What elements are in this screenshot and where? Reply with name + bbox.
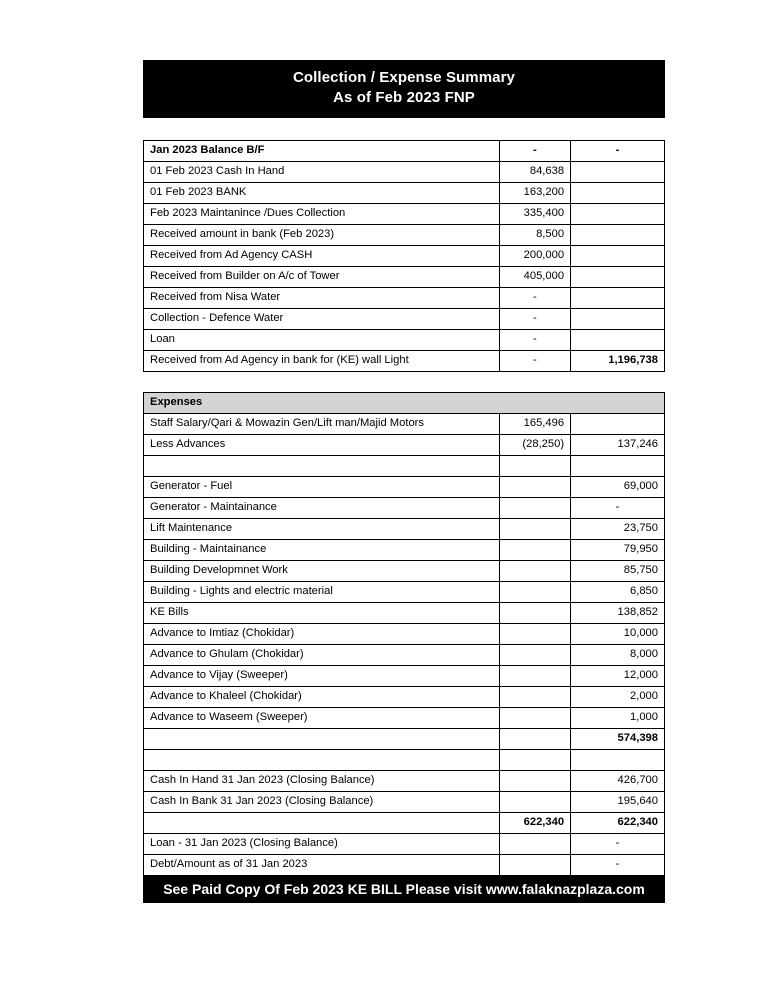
row-value-secondary: 574,398	[571, 728, 665, 749]
document-title	[143, 60, 665, 118]
row-label: 01 Feb 2023 BANK	[144, 182, 500, 203]
row-label: Received from Builder on A/c of Tower	[144, 266, 500, 287]
row-label: Advance to Waseem (Sweeper)	[144, 707, 500, 728]
row-value-secondary: -	[571, 854, 665, 875]
row-label: Cash In Hand 31 Jan 2023 (Closing Balance)	[144, 770, 500, 791]
section-gap	[143, 372, 665, 392]
table-row	[144, 455, 665, 476]
row-value-secondary: -	[571, 833, 665, 854]
row-value-secondary: 23,750	[571, 518, 665, 539]
row-label: Feb 2023 Maintanince /Dues Collection	[144, 203, 500, 224]
row-label	[144, 749, 500, 770]
row-label: Building Developmnet Work	[144, 560, 500, 581]
table-row	[144, 413, 665, 434]
row-value-primary	[499, 560, 571, 581]
row-value-secondary	[571, 455, 665, 476]
row-value-primary	[499, 497, 571, 518]
table-row	[144, 245, 665, 266]
row-value-secondary: 622,340	[571, 812, 665, 833]
row-value-primary: 405,000	[499, 266, 571, 287]
row-value-primary	[499, 581, 571, 602]
title-table-gap	[143, 118, 665, 140]
row-label: Received from Ad Agency in bank for (KE) wall Light	[144, 350, 500, 371]
row-value-secondary: 85,750	[571, 560, 665, 581]
row-value-secondary	[571, 329, 665, 350]
collection-table	[143, 140, 665, 372]
row-value-secondary	[571, 308, 665, 329]
table-row	[144, 791, 665, 812]
row-value-primary	[499, 833, 571, 854]
row-label: Building - Lights and electric material	[144, 581, 500, 602]
table-row	[144, 686, 665, 707]
table-row	[144, 224, 665, 245]
row-value-secondary: 12,000	[571, 665, 665, 686]
row-value-secondary: -	[571, 140, 665, 161]
row-value-primary: 84,638	[499, 161, 571, 182]
table-row	[144, 287, 665, 308]
row-value-secondary: 6,850	[571, 581, 665, 602]
table-row	[144, 749, 665, 770]
row-label: Staff Salary/Qari & Mowazin Gen/Lift man/Majid Motors	[144, 413, 500, 434]
row-label	[144, 728, 500, 749]
row-label: Advance to Ghulam (Chokidar)	[144, 644, 500, 665]
table-row	[144, 497, 665, 518]
row-value-secondary: 79,950	[571, 539, 665, 560]
row-value-primary	[499, 623, 571, 644]
row-label: Advance to Khaleel (Chokidar)	[144, 686, 500, 707]
table-row	[144, 203, 665, 224]
row-value-primary	[499, 728, 571, 749]
row-value-primary	[499, 770, 571, 791]
row-value-secondary	[571, 203, 665, 224]
row-value-secondary	[571, 413, 665, 434]
row-label: Generator - Fuel	[144, 476, 500, 497]
table-row	[144, 266, 665, 287]
row-label	[144, 455, 500, 476]
table-row	[144, 728, 665, 749]
row-value-secondary	[571, 749, 665, 770]
row-value-secondary: 137,246	[571, 434, 665, 455]
table-row	[144, 665, 665, 686]
row-value-secondary: 138,852	[571, 602, 665, 623]
title-line-2: As of Feb 2023 FNP	[333, 89, 475, 107]
table-row	[144, 833, 665, 854]
table-row	[144, 644, 665, 665]
expenses-table	[143, 392, 665, 876]
row-label: Debt/Amount as of 31 Jan 2023	[144, 854, 500, 875]
table-row	[144, 182, 665, 203]
row-value-secondary: 2,000	[571, 686, 665, 707]
row-value-secondary: 10,000	[571, 623, 665, 644]
row-value-secondary	[571, 161, 665, 182]
row-value-secondary: 1,000	[571, 707, 665, 728]
row-value-primary	[499, 749, 571, 770]
table-row	[144, 770, 665, 791]
table-row	[144, 308, 665, 329]
row-value-primary: 8,500	[499, 224, 571, 245]
expenses-header-row	[144, 392, 665, 413]
row-value-primary: 622,340	[499, 812, 571, 833]
table-row	[144, 812, 665, 833]
row-value-primary	[499, 791, 571, 812]
row-value-secondary	[571, 287, 665, 308]
row-value-primary: -	[499, 140, 571, 161]
row-value-primary	[499, 455, 571, 476]
row-value-primary	[499, 854, 571, 875]
row-value-secondary: 195,640	[571, 791, 665, 812]
row-label: Generator - Maintainance	[144, 497, 500, 518]
table-row	[144, 140, 665, 161]
table-row	[144, 581, 665, 602]
row-label: KE Bills	[144, 602, 500, 623]
row-value-primary: -	[499, 308, 571, 329]
row-value-primary	[499, 539, 571, 560]
table-row	[144, 623, 665, 644]
row-value-primary	[499, 476, 571, 497]
row-value-secondary: 69,000	[571, 476, 665, 497]
row-value-primary: 200,000	[499, 245, 571, 266]
table-row	[144, 350, 665, 371]
row-value-secondary	[571, 245, 665, 266]
row-value-primary: 335,400	[499, 203, 571, 224]
summary-sheet	[143, 60, 665, 903]
row-value-primary	[499, 518, 571, 539]
row-value-primary: -	[499, 350, 571, 371]
row-value-secondary: -	[571, 497, 665, 518]
row-value-secondary: 426,700	[571, 770, 665, 791]
row-label	[144, 812, 500, 833]
row-value-secondary	[571, 182, 665, 203]
expenses-header-label: Expenses	[144, 392, 665, 413]
row-value-primary: (28,250)	[499, 434, 571, 455]
row-value-primary	[499, 707, 571, 728]
row-label: Collection - Defence Water	[144, 308, 500, 329]
row-value-primary: 163,200	[499, 182, 571, 203]
row-value-primary: -	[499, 329, 571, 350]
row-label: Building - Maintainance	[144, 539, 500, 560]
row-value-primary	[499, 686, 571, 707]
row-label: Received from Ad Agency CASH	[144, 245, 500, 266]
table-row	[144, 329, 665, 350]
row-label: Loan - 31 Jan 2023 (Closing Balance)	[144, 833, 500, 854]
row-value-primary: 165,496	[499, 413, 571, 434]
row-value-primary: -	[499, 287, 571, 308]
table-row	[144, 518, 665, 539]
table-row	[144, 539, 665, 560]
expenses-header-body	[144, 392, 665, 413]
row-label: Advance to Imtiaz (Chokidar)	[144, 623, 500, 644]
row-label: 01 Feb 2023 Cash In Hand	[144, 161, 500, 182]
collection-table-body	[144, 140, 665, 371]
row-label: Received amount in bank (Feb 2023)	[144, 224, 500, 245]
row-value-secondary	[571, 224, 665, 245]
row-value-secondary: 1,196,738	[571, 350, 665, 371]
table-row	[144, 161, 665, 182]
expenses-table-body	[144, 413, 665, 875]
row-label: Lift Maintenance	[144, 518, 500, 539]
row-label: Loan	[144, 329, 500, 350]
table-row	[144, 476, 665, 497]
footer-notice: See Paid Copy Of Feb 2023 KE BILL Please visit www.falaknazplaza.com	[143, 876, 665, 903]
row-label: Advance to Vijay (Sweeper)	[144, 665, 500, 686]
row-value-primary	[499, 602, 571, 623]
row-value-primary	[499, 644, 571, 665]
row-label: Jan 2023 Balance B/F	[144, 140, 500, 161]
table-row	[144, 854, 665, 875]
table-row	[144, 707, 665, 728]
row-label: Cash In Bank 31 Jan 2023 (Closing Balance)	[144, 791, 500, 812]
row-value-secondary	[571, 266, 665, 287]
row-value-primary	[499, 665, 571, 686]
title-line-1: Collection / Expense Summary	[292, 69, 516, 86]
row-label: Less Advances	[144, 434, 500, 455]
row-label: Received from Nisa Water	[144, 287, 500, 308]
table-row	[144, 560, 665, 581]
table-row	[144, 434, 665, 455]
row-value-secondary: 8,000	[571, 644, 665, 665]
table-row	[144, 602, 665, 623]
